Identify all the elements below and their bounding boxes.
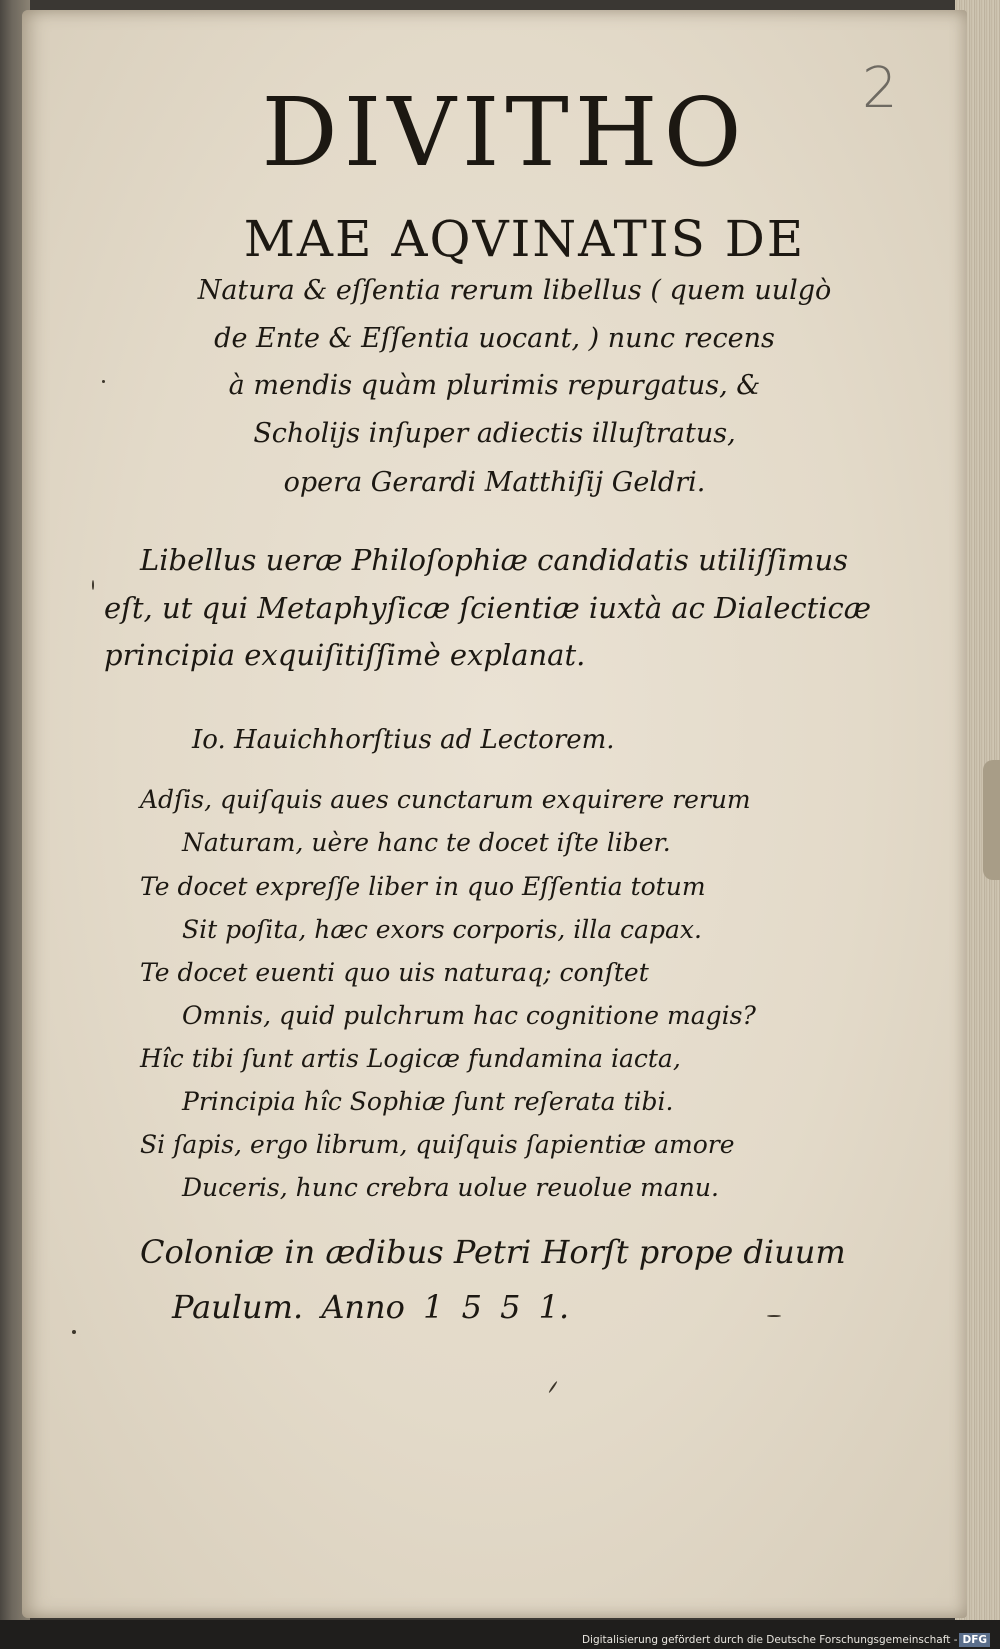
title-line-2: MAE AQVINATIS DE [243,210,806,268]
subtitle-line: à mendis quàm plurimis repurgatus, & [228,370,761,401]
subtitle-line: opera Gerardi Matthiſij Geldri. [283,467,706,498]
page-edge-tab [983,760,1000,880]
paper-speck [767,1315,781,1317]
paper-speck [102,380,105,383]
title-page [22,10,967,1618]
imprint-line-1: Coloniæ in ædibus Petri Horſt prope diuum [140,1233,846,1271]
verse-line: Duceris, hunc crebra uolue reuolue manu. [182,1173,719,1202]
description-line: principia exquiſitiſſimè explanat. [104,638,586,672]
verse-line: Te docet expreſſe liber in quo Eſſentia totum [140,872,706,901]
paper-speck [92,580,94,590]
folio-number: 2 [862,56,898,121]
epigraph-heading: Io. Hauichhorſtius ad Lectorem. [192,725,615,755]
verse-line: Omnis, quid pulchrum hac cognitione magis? [182,1001,756,1030]
digitization-credit [578,1633,994,1647]
credit-text: Digitalisierung gefördert durch die Deutsche Forschungsgemeinschaft - [581,1634,958,1646]
verse-line: Te docet euenti quo uis naturaq; conſtet [140,958,649,987]
description-line: eſt, ut qui Metaphyſicæ ſcientiæ iuxtà ac Dialecticæ [104,591,872,625]
subtitle-line: de Ente & Eſſentia uocant, ) nunc recens [214,323,775,354]
dfg-logo: DFG [959,1633,990,1647]
verse-line: Naturam, uère hanc te docet iſte liber. [182,828,671,857]
verse-line: Hîc tibi ſunt artis Logicæ fundamina iacta, [140,1044,681,1073]
description-line: Libellus ueræ Philoſophiæ candidatis utiliſſimus [140,543,849,577]
subtitle-line: Natura & eſſentia rerum libellus ( quem uulgò [197,275,832,306]
verse-line: Sit poſita, hæc exors corporis, illa capax. [182,915,702,944]
verse-line: Principia hîc Sophiæ ſunt reſerata tibi. [182,1087,674,1116]
verse-line: Si ſapis, ergo librum, quiſquis ſapientiæ amore [140,1130,735,1159]
title-line-1: DIVITHO [261,78,748,188]
subtitle-line: Scholijs inſuper adiectis illuſtratus, [253,418,736,449]
paper-speck [72,1330,76,1334]
verse-line: Adſis, quiſquis aues cunctarum exquirere rerum [140,785,751,814]
imprint-line-2: Paulum. Anno 1 5 5 1. [172,1288,570,1326]
paper-speck [548,1381,558,1394]
